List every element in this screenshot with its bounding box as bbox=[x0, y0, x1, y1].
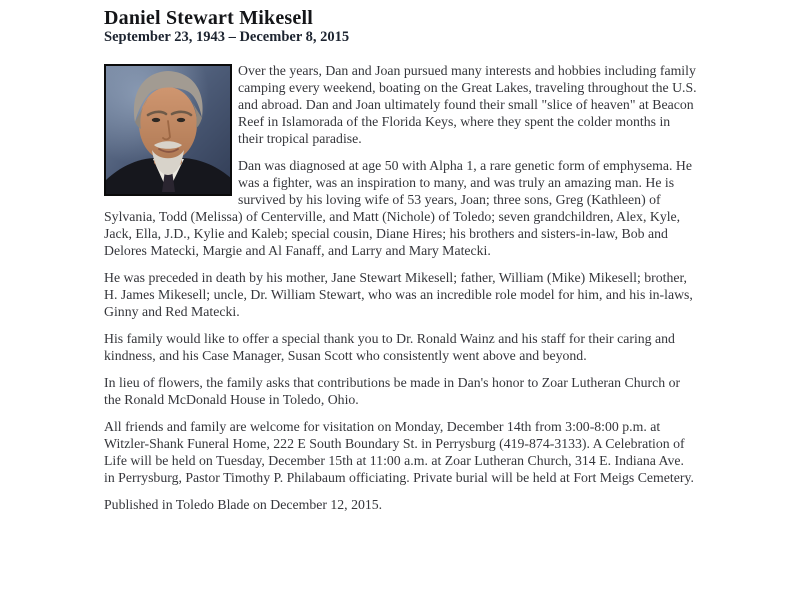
life-dates: September 23, 1943 – December 8, 2015 bbox=[104, 29, 350, 45]
obituary-document bbox=[104, 8, 698, 513]
page-title: Daniel Stewart Mikesell bbox=[104, 7, 314, 29]
portrait-photo bbox=[104, 64, 232, 196]
published-line: Published in Toledo Blade on December 12, 2015. bbox=[104, 497, 383, 512]
paragraph-thank-you: His family would like to offer a special thank you to Dr. Ronald Wainz and his staff for their caring and kindness, and his Case Manager, Susan Scott who consistently went above and beyond. bbox=[104, 331, 675, 363]
paragraph-in-lieu-of-flowers: In lieu of flowers, the family asks that contributions be made in Dan's honor to Zoar Lutheran Church or the Ronald McDonald House in Toledo, Ohio. bbox=[104, 375, 681, 407]
paragraph-services: All friends and family are welcome for visitation on Monday, December 14th from 3:00-8:00 p.m. at Witzler-Shank Funeral Home, 222 E South Boundary St. in Perrysburg (419-874-3133). A Celebration of Life will be held on Tuesday, December 15th at 11:00 a.m. at Zoar Lutheran Church, 314 E. Indiana Ave. in Perrysburg, Pastor Timothy P. Philabaum officiating. Private burial will be held at Fort Meigs Cemetery. bbox=[104, 419, 694, 485]
paragraph-preceded-in-death: He was preceded in death by his mother, Jane Stewart Mikesell; father, William (Mike) Mikesell; brother, H. James Mikesell; uncle, Dr. William Stewart, who was an incredible role model for him, and his in-laws, Ginny and Red Matecki. bbox=[104, 270, 693, 319]
portrait-photo-illustration bbox=[106, 66, 230, 194]
eye bbox=[152, 118, 160, 122]
paragraph-survived-by: Dan was diagnosed at age 50 with Alpha 1, a rare genetic form of emphysema. He was a fighter, was an inspiration to many, and was truly an amazing man. He is survived by his loving wife of 53 years, Joan; three sons, Greg (Kathleen) of Sylvania, Todd (Melissa) of Centerville, and Matt (Nichole) of Toledo; seven grandchildren, Alex, Kyle, Jack, Ella, J.D., Kylie and Kaleb; special cousin, Diane Hires; his brothers and sisters-in-law, Bob and Delores Matecki, Margie and Al Fanaff, and Larry and Mary Matecki. bbox=[104, 158, 692, 258]
paragraph-hobbies: Over the years, Dan and Joan pursued many interests and hobbies including family camping every weekend, boating on the Great Lakes, traveling throughout the U.S. and abroad. Dan and Joan ultimately found their small "slice of heaven" at Beacon Reef in Islamorada of the Florida Keys, where they spent the colder months in their tropical paradise. bbox=[238, 63, 697, 146]
eye bbox=[177, 118, 185, 122]
